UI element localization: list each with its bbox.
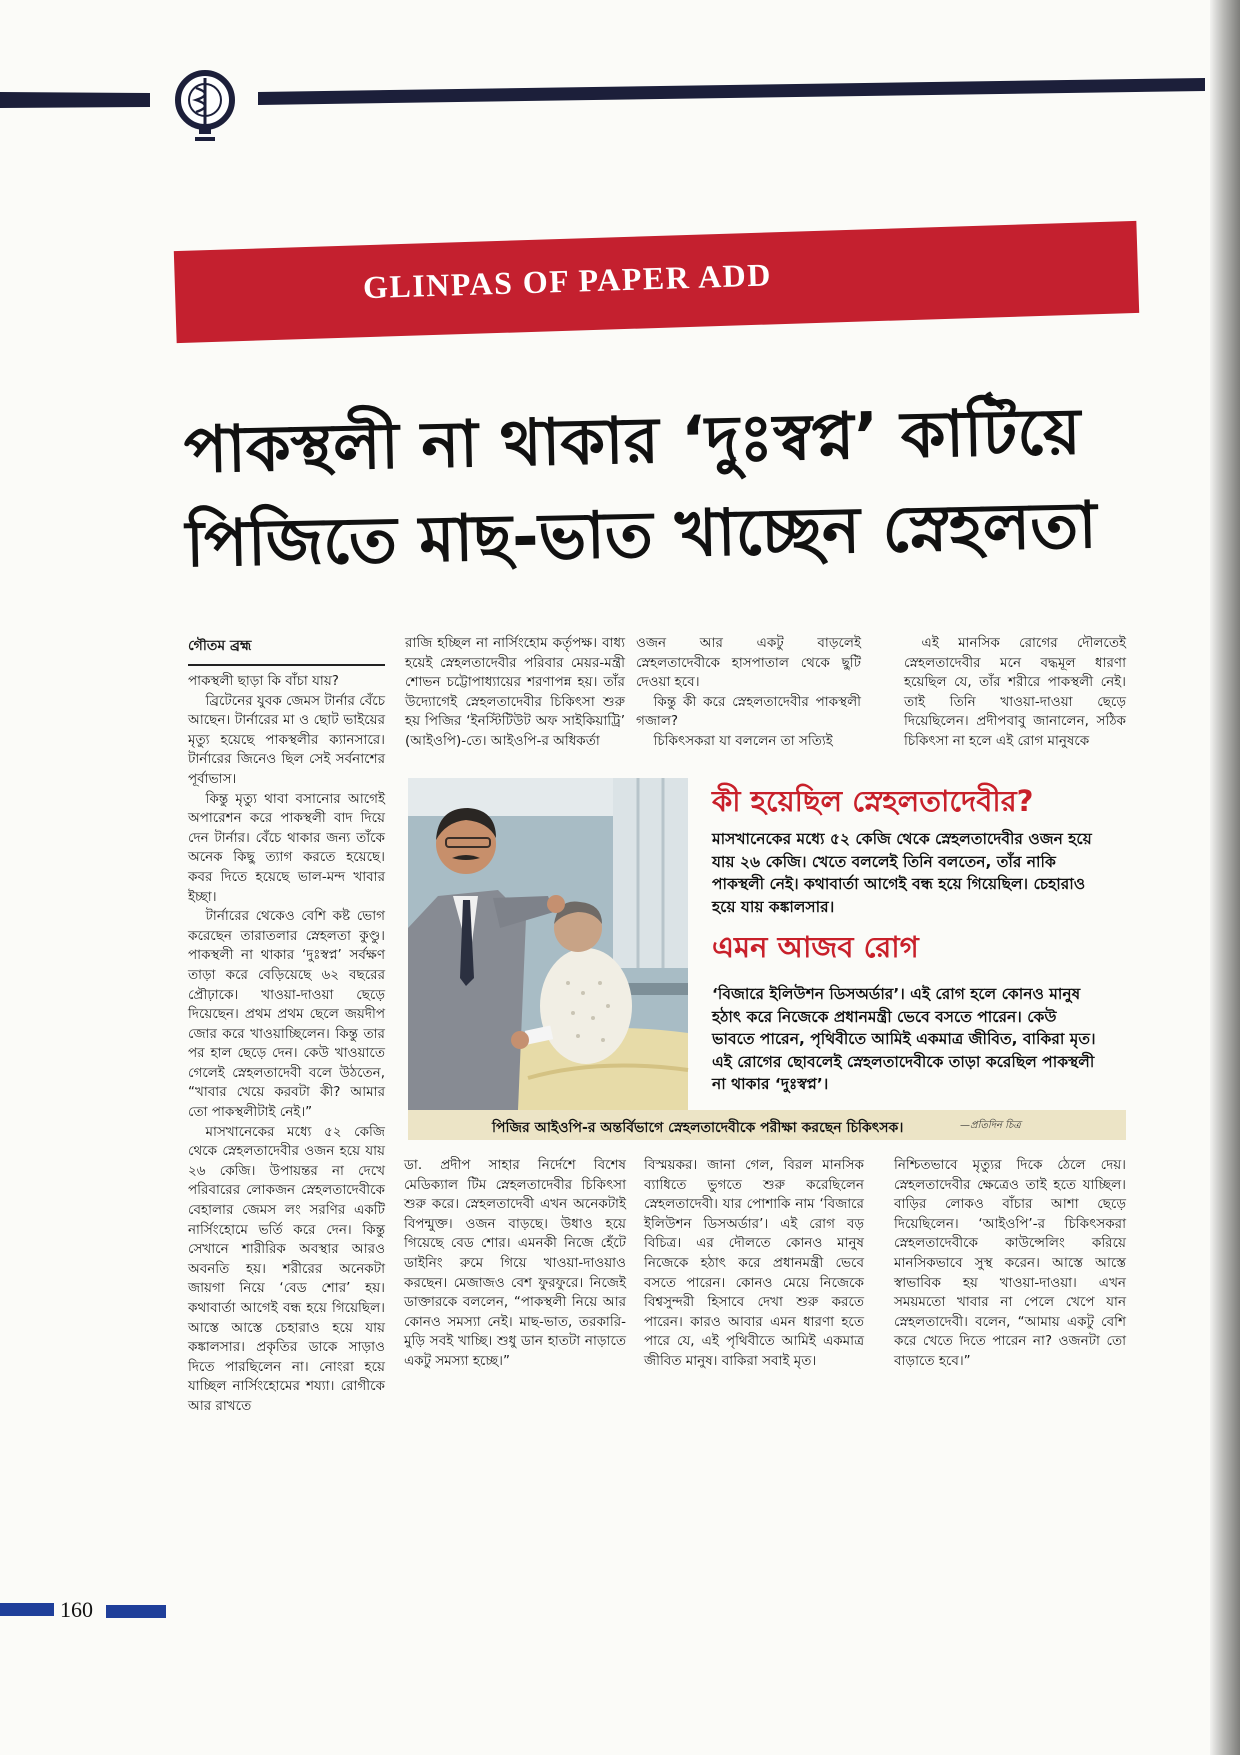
top-rule-left — [0, 92, 150, 108]
article-paragraph: বিস্ময়কর। জানা গেল, বিরল মানসিক ব্যাধিতে ভুগতে শুরু করেছিলেন স্নেহলতাদেবী। যার পোশাকি নাম ‘বিজারে ইলিউশন ডিসঅর্ডার’। এই রোগ বড় বিচিত্র। এর দৌলতে কোনও মানুষ নিজেকে হঠাৎ করে প্রধানমন্ত্রী ভেবে বসতে পারেন। কোনও মেয়ে নিজেকে বিশ্বসুন্দরী হিসাবে দেখা শুরু করতে পারেন। কারও আবার এমন ধারণা হতে পারে যে, এই পৃথিবীতে আমিই একমাত্র জীবিত মানুষ। বাকিরা সবাই মৃত। — [644, 1157, 864, 1369]
article-paragraph: কিন্তু মৃত্যু থাবা বসানোর আগেই অপারেশন করে পাকস্থলী বাদ দিয়ে দেন টার্নার। বেঁচে থাকার জন্য তাঁকে অনেক কিছু ত্যাগ করতে হয়েছে। কবর দিতে হয়েছে ভাল-মন্দ খাবার ইচ্ছা। — [188, 790, 385, 905]
sidebar-text-1: মাসখানেকের মধ্যে ৫২ কেজি থেকে স্নেহলতাদেবীর ওজন হয়ে যায় ২৬ কেজি। খেতে বললেই তিনি বলতেন, তাঁর নাকি পাকস্থলী নেই। কথাবার্তা আগেই বন্ধ হয়ে গিয়েছিল। চেহারাও হয়ে যায় কঙ্কালসার। — [712, 830, 1092, 916]
article-column-4-top — [904, 634, 1126, 752]
article-paragraph: ওজন আর একটু বাড়লেই স্নেহলতাদেবীকে হাসপাতাল থেকে ছুটি দেওয়া হবে। — [636, 635, 861, 691]
sidebar-box — [712, 778, 1112, 1108]
article-column-2-top — [405, 634, 625, 752]
sidebar-text-2: ‘বিজারে ইলিউশন ডিসঅর্ডার’। এই রোগ হলে কোনও মানুষ হঠাৎ করে নিজেকে প্রধানমন্ত্রী ভেবে বসতে পারেন। কেউ ভাবতে পারেন, পৃথিবীতে আমিই একমাত্র জীবিত, বাকিরা মৃত। এই রোগের ছোবলেই স্নেহলতাদেবীকে তাড়া করেছিল পাকস্থলী না থাকার ‘দুঃস্বপ্ন’। — [712, 985, 1096, 1093]
page-number-bar-left — [0, 1603, 54, 1616]
masthead-rules — [0, 60, 1240, 170]
article-column-3-top — [636, 634, 861, 752]
headline — [183, 384, 1137, 600]
top-rule-right — [258, 78, 1205, 105]
article-paragraph: এই মানসিক রোগের দৌলতেই স্নেহলতাদেবীর মনে বদ্ধমূল ধারণা হয়েছিল যে, তাঁর শরীরে পাকস্থলী নেই। তাই তিনি খাওয়া-দাওয়া ছেড়ে দিয়েছিলেন। প্রদীপবাবু জানালেন, সঠিক চিকিৎসা না হলে এই রোগ মানুষকে — [904, 635, 1126, 749]
byline-rule — [188, 664, 385, 666]
page-number-bar-right — [106, 1605, 166, 1618]
article-paragraph: টার্নারের থেকেও বেশি কষ্ট ভোগ করেছেন তারাতলার স্নেহলতা কুণ্ডু। পাকস্থলী না থাকার ‘দুঃস্বপ্ন’ সর্বক্ষণ তাড়া করে বেড়িয়েছে ৬২ বছরের প্রৌঢ়াকে। খাওয়া-দাওয়া ছেড়ে দিয়েছেন। প্রথম প্রথম ছেলে জয়দীপ জোর করে খাওয়াচ্ছিলেন। কিন্তু তার পর হাল ছেড়ে দেন। কেউ খাওয়াতে গেলেই স্নেহলতাদেবী বলে উঠতেন, “খাবার খেয়ে করবটা কী? আমার তো পাকস্থলীটাই নেই।” — [188, 908, 385, 1121]
page-number: 160 — [60, 1597, 93, 1622]
banner-title: GLINPAS OF PAPER ADD — [362, 256, 773, 306]
article-paragraph: ডা. প্রদীপ সাহার নির্দেশে বিশেষ মেডিক্যাল টিম স্নেহলতাদেবীর চিকিৎসা শুরু করে। স্নেহলতাদেবী এখন অনেকটাই বিপন্মুক্ত। ওজন বাড়ছে। উধাও হয়ে গিয়েছে বেড শোর। এমনকী নিজে হেঁটে ডাইনিং রুমে গিয়ে খাওয়া-দাওয়াও করছেন। মেজাজও বেশ ফুরফুরে। নিজেই ডাক্তারকে বললেন, “পাকস্থলী নিয়ে আর কোনও সমস্যা নেই। মাছ-ভাত, তরকারি-মুড়ি সবই খাচ্ছি। শুধু ডান হাতটা নাড়াতে একটু সমস্যা হচ্ছে।” — [404, 1157, 626, 1369]
byline: গৌতম ব্রহ্ম — [188, 638, 252, 654]
photo-credit: —প্রতিদিন চিত্র — [960, 1120, 1021, 1131]
article-column-3-bottom — [644, 1156, 864, 1384]
section-banner — [174, 221, 1139, 343]
article-paragraph: নিশ্চিতভাবে মৃত্যুর দিকে ঠেলে দেয়। স্নেহলতাদেবীর ক্ষেত্রেও তাই হতে যাচ্ছিল। বাড়ির লোকও বাঁচার আশা ছেড়ে দিয়েছিলেন। ‘আইওপি’-র চিকিৎসকরা স্নেহলতাদেবীকে কাউন্সেলিং করিয়ে মানসিকভাবে সুস্থ করেন। আস্তে আস্তে স্বাভাবিক হয় খাওয়া-দাওয়া। এখন সময়মতো খাবার না পেলে খেপে যান স্নেহলতাদেবী। বলেন, “আমায় একটু বেশি করে খেতে দিতে পারেন না? ওজনটা তো বাড়াতে হবে।” — [894, 1157, 1126, 1369]
photo-caption-band — [408, 1110, 1126, 1140]
headline-line-1: পাকস্থলী না থাকার ‘দুঃস্বপ্ন’ কাটিয়ে — [183, 395, 1082, 489]
sidebar-heading-1: কী হয়েছিল স্নেহলতাদেবীর? — [712, 784, 1034, 818]
article-column-1 — [188, 672, 385, 1414]
article-paragraph: পাকস্থলী ছাড়া কি বাঁচা যায়? — [188, 673, 339, 689]
article-paragraph: ব্রিটেনের যুবক জেমস টার্নার বেঁচে আছেন। টার্নারের মা ও ছোট ভাইয়ের মৃত্যু হয়েছে পাকস্থলীর ক্যানসারে। টার্নারের জিনেও ছিল সেই সর্বনাশের পূর্বাভাস। — [188, 692, 385, 787]
article-paragraph: চিকিৎসকরা যা বললেন তা সত্যিই — [653, 732, 833, 749]
photo-window-right — [613, 778, 688, 968]
medical-emblem-icon — [178, 73, 232, 141]
page-edge-shadow — [1210, 0, 1240, 1755]
photo-patient-gown — [540, 948, 632, 1064]
headline-line-2: পিজিতে মাছ-ভাত খাচ্ছেন স্নেহলতা — [185, 488, 1098, 582]
photo-doctor-hand — [547, 895, 565, 913]
article-paragraph: মাসখানেকের মধ্যে ৫২ কেজি থেকে স্নেহলতাদেবীর ওজন হয়ে যায় ২৬ কেজি। উপায়ন্তর না দেখে পরিবারের লোকজন স্নেহলতাদেবীকে বেহালার জেমস লং সরণির একটি নার্সিংহোমে ভর্তি করে দেন। কিন্তু সেখানে শারীরিক অবস্থার আরও অবনতি হয়। শরীরের অনেকটা জায়গা নিয়ে ‘বেড শোর’ হয়। কথাবার্তা আগেই বন্ধ হয়ে গিয়েছিল। আস্তে আস্তে চেহারাও হয়ে যায় কঙ্কালসার। প্রকৃতির ডাকে সাড়াও দিতে পারছিলেন না। নোংরা হয়ে যাচ্ছিল নার্সিংহোমের শয্যা। রোগীকে আর রাখতে — [188, 1123, 385, 1414]
sidebar-heading-2: এমন আজব রোগ — [712, 930, 919, 964]
article-paragraph: রাজি হচ্ছিল না নার্সিংহোম কর্তৃপক্ষ। বাধ্য হয়েই স্নেহলতাদেবীর পরিবার মেয়র-মন্ত্রী শোভন চট্টোপাধ্যায়ের শরণাপন্ন হয়। তাঁর উদ্যোগেই স্নেহলতাদেবীর চিকিৎসা শুরু হয় পিজির ‘ইনস্টিটিউট অফ সাইকিয়াট্রি’ (আইওপি)-তে। আইওপি-র অধিকর্তা — [405, 635, 625, 749]
article-column-4-bottom — [894, 1156, 1126, 1368]
photo-caption: পিজির আইওপি-র অন্তর্বিভাগে স্নেহলতাদেবীকে পরীক্ষা করছেন চিকিৎসক। — [492, 1120, 904, 1136]
article-paragraph: কিন্তু কী করে স্নেহলতাদেবীর পাকস্থলী গজাল? — [636, 693, 861, 730]
article-column-2-bottom — [404, 1156, 626, 1384]
photo-doctor-examining-patient — [408, 778, 688, 1110]
